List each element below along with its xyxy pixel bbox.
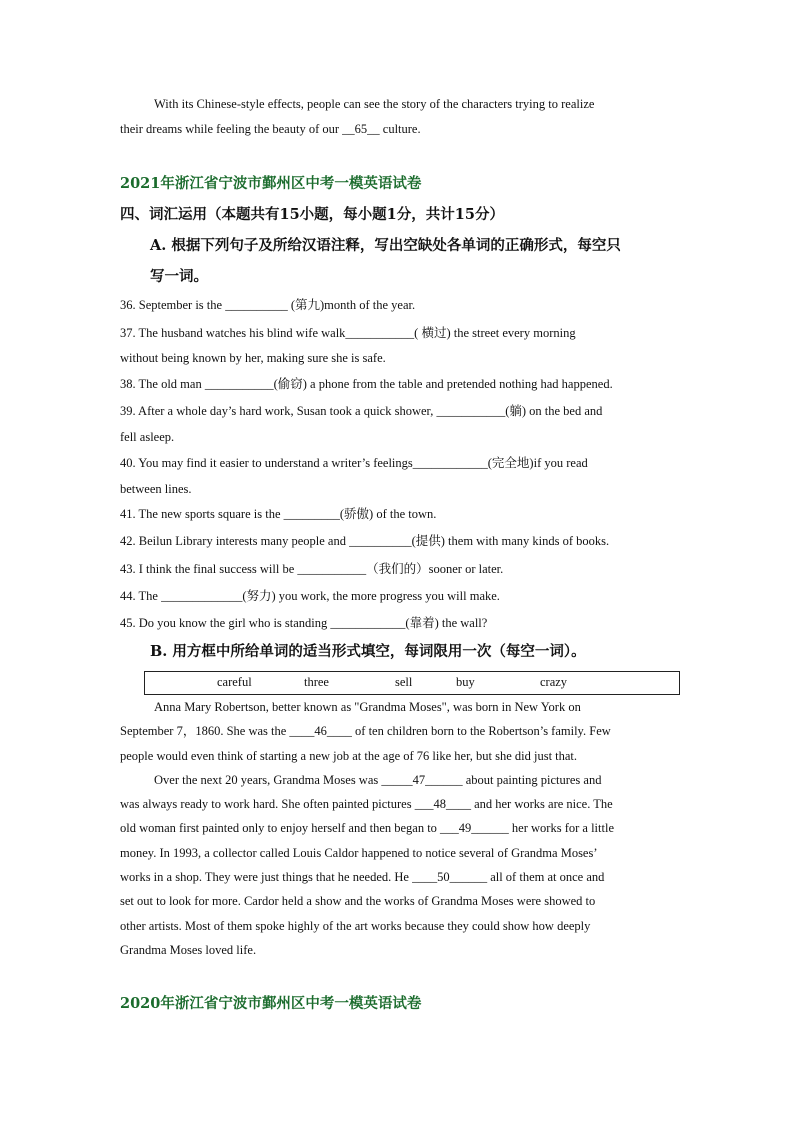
passage-line: people would even think of starting a new job at the age of 76 like her, but she did just that. [120,748,578,763]
part-heading: 四、词汇运用（本题共有15小题，每小题1分，共计15分） [120,206,504,223]
question-39: 39. After a whole day’s hard work, Susan took a quick shower, ___________(躺) on the bed and [120,404,603,418]
word-box-item: three [304,675,329,689]
passage-line: Grandma Moses loved life. [120,942,257,957]
question-37-cont: without being known by her, making sure she is safe. [120,351,386,365]
question-36: 36. September is the __________ (第九)month of the year. [120,298,416,312]
word-box [144,671,680,695]
question-43: 43. I think the final success will be ___________（我们的）sooner or later. [120,562,504,576]
subheading-b: B. 用方框中所给单词的适当形式填空，每词限用一次（每空一词）。 [150,643,586,660]
question-45: 45. Do you know the girl who is standing ____________(靠着) the wall? [120,616,488,630]
subheading-a [150,230,680,292]
passage-line: Anna Mary Robertson, better known as "Grandma Moses", was born in New York on [154,700,581,714]
question-40: 40. You may find it easier to understand a writer’s feelings____________(完全地)if you read [120,456,588,470]
question-42: 42. Beilun Library interests many people and __________(提供) them with many kinds of books. [120,534,610,548]
word-box-item: buy [456,675,475,689]
question-44: 44. The _____________(努力) you work, the more progress you will make. [120,589,500,603]
passage-line: other artists. Most of them spoke highly of the art works because they could show how deeply [120,918,591,933]
word-box-item: careful [217,675,252,689]
section-title-2021: 2021年浙江省宁波市鄞州区中考一模英语试卷 [120,175,422,192]
passage-line: works in a shop. They were just things that he needed. He ____50______ all of them at once and [120,870,605,885]
question-40-cont: between lines. [120,482,192,496]
intro-line: their dreams while feeling the beauty of our __65__ culture. [120,121,421,136]
passage-line: old woman first painted only to enjoy herself and then began to ___49______ her works for a little [120,821,614,836]
section-title-2020: 2020年浙江省宁波市鄞州区中考一模英语试卷 [120,995,422,1012]
passage-line: set out to look for more. Cardor held a show and the works of Grandma Moses were showed to [120,894,596,909]
question-41: 41. The new sports square is the _________(骄傲) of the town. [120,507,437,521]
subheading-a-line: 写一词。 [150,268,208,285]
question-38: 38. The old man ___________(偷窃) a phone from the table and pretended nothing had happened. [120,377,613,391]
passage-line: September 7，1860. She was the ____46____ of ten children born to the Robertson’s family. Few [120,724,611,739]
passage-line: money. In 1993, a collector called Louis Caldor happened to notice several of Grandma Moses’ [120,845,598,860]
passage [120,695,676,962]
intro-line: With its Chinese-style effects, people can see the story of the characters trying to realize [154,97,595,111]
question-39-cont: fell asleep. [120,430,175,444]
word-box-item: crazy [540,675,568,689]
question-37: 37. The husband watches his blind wife walk___________( 横过) the street every morning [120,326,576,340]
intro-paragraph [120,92,676,141]
word-box-item: sell [395,675,413,689]
passage-line: Over the next 20 years, Grandma Moses was _____47______ about painting pictures and [154,772,602,787]
passage-line: was always ready to work hard. She often painted pictures ___48____ and her works are nice. The [120,797,613,812]
subheading-a-line: A. 根据下列句子及所给汉语注释，写出空缺处各单词的正确形式，每空只 [150,237,621,254]
